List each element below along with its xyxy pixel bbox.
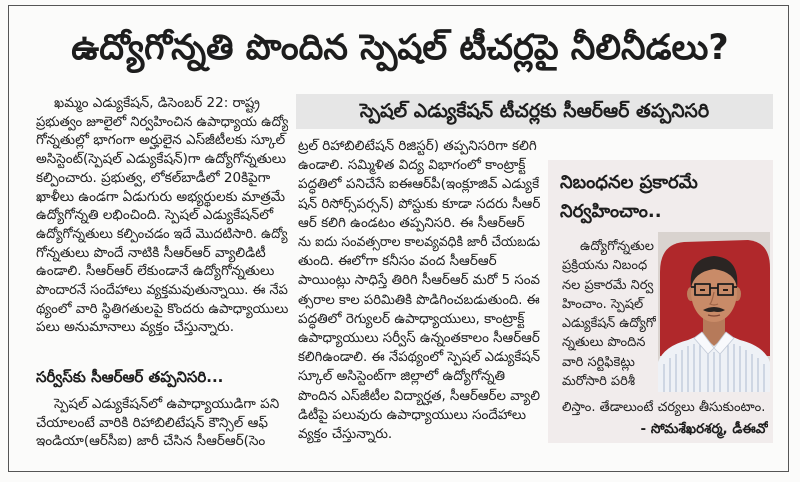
column-1-text-line: పలు అనుమానాలు వ్యక్తం చేస్తున్నారు. [36, 319, 234, 336]
column-1-text-line: ఖాళీలు ఉండగా ఏడుగురు అభ్యర్థులకు మాత్రమే [36, 188, 286, 205]
sidebar-quote-line: ఉద్యోగోన్నతుల [580, 239, 654, 254]
column-2-text-line: షన్ రిసోర్స్‌పర్సన్) పోస్టుకు కూడా సదరు సీఆర్ [298, 195, 540, 212]
sidebar-quote-line: హించాం. స్పెషల్ [562, 296, 644, 312]
column-2-text-line: పద్ధతిలో రెగ్యులర్ ఉపాధ్యాయులు, కాంట్రాక్ట్ [298, 310, 525, 327]
column-1-text-line: అసిస్టెంట్(స్పెషల్ ఎడ్యుకేషన్)గా ఉద్యోగోన్నతులు [36, 151, 287, 168]
column-1-lead [36, 94, 288, 340]
sidebar-quote-line: ఎడ్యుకేషన్ ఉద్యోగో [562, 316, 656, 332]
column-1-section-body [36, 395, 288, 453]
sidebar-quote-line: ప్రక్రియను నిబంధ [562, 258, 648, 274]
headline [30, 20, 770, 76]
column-1-text-line: ప్రభుత్వం జూలైలో నిర్వహించిన ఉపాధ్యాయ ఉద్యో [36, 113, 288, 130]
sidebar-title [560, 168, 765, 228]
sidebar-quote-line: వారి సర్టిఫికెట్లు [562, 354, 635, 370]
column-1-text-line: ఉండాలి. సీఆర్ఆర్ లేకుండానే ఉద్యోగోన్నతులు [36, 263, 275, 280]
sidebar-quote-line: నల ప్రకారమే నిర్వ [562, 277, 654, 293]
column-2-text-line: ట్రల్ రిహాబిలిటేషన్ రిజిస్టర్) తప్పనిసరిగా కలిగి [298, 138, 537, 154]
column-2-text-line: ఉండాలి. సమ్మిళిత విద్య విభాగంలో కాంట్రాక్ట్ [298, 157, 526, 174]
column-2-text-line: తుంది. ఈలోగా కనీసం వంద సీఆర్ఆర్ [298, 253, 497, 270]
column-1-text-line: పొందారనే సందేహాలు వ్యక్తమవుతున్నాయి. ఈ నేప [36, 282, 288, 299]
headline-text: ఉద్యోగోన్నతి పొందిన స్పెషల్ టీచర్లపై నీలినీడలు? [71, 28, 729, 68]
column-2-text-line: పాయింట్లు సాధిస్తే తిరిగి సీఆర్ఆర్ మరో 5 సంవ [298, 272, 540, 289]
column-2-text-line: డిటీపై పలువురు ఉపాధ్యాయులు సందేహాలు [298, 406, 527, 423]
subheadline-box [296, 94, 773, 129]
column-1-text-line: ఉద్యోగోన్నతులు కల్పించడం ఇదే మొదటిసారి. ఉద్యో [36, 225, 288, 242]
column-2-text-line: వ్యక్తం చేస్తున్నారు. [298, 426, 393, 443]
sidebar-box [548, 160, 773, 443]
column-1-section-heading [36, 365, 288, 390]
sidebar-quote-end [562, 398, 768, 418]
column-2-text-line: పొందిన ఎస్‌జీటీల విద్యార్హత, సీఆర్ఆర్‌ల వ్యాలి [298, 387, 540, 404]
column-1-text-line: గోన్నతులు పొందే నాటికి సీఆర్ఆర్ వ్యాలిడిటీ [36, 244, 266, 261]
column-1-text-line: చేయాలంటే వారికి రిహాబిలిటేషన్ కౌన్సిల్ ఆఫ్ [36, 414, 268, 431]
section-heading-text: సర్వీస్‌కు సీఆర్ఆర్ తప్పనిసరి... [36, 368, 224, 386]
column-1-text-line: కల్పించారు. ప్రభుత్వ, లోకల్‌బాడీలో 20కిపైగా [36, 169, 271, 186]
column-1-text-line: ఉద్యోగోన్నతి లభించింది. స్పెషల్ ఎడ్యుకేషన్‌లో [36, 207, 274, 224]
column-2-text-line: ను ఐదు సంవత్సరాల కాలవ్యవధికి జారీ చేయబడు [298, 234, 540, 251]
sidebar-quote-line: మరోసారి పరిశీ [562, 374, 636, 390]
column-2-text-line: త్సరాల కాల పరిమితికి పొడిగించబడుతుంది. ఈ [298, 291, 540, 308]
column-2-text-line: ఆర్ కలిగి ఉండటం తప్పనిసరి. ఈ సీఆర్ఆర్ [298, 214, 525, 231]
sidebar-quote-line: లిస్తాం. తేడాలుంటే చర్యలు తీసుకుంటాం. [562, 400, 766, 415]
column-2-text-line: కలిగిఉండాలి. ఈ నేపథ్యంలో స్పెషల్ ఎడ్యుకేషన్ [298, 349, 540, 366]
attribution-text: - సోమశేఖరశర్మ, డీఈవో [640, 420, 768, 437]
column-2-text-line: స్కూల్ అసిస్టెంట్‌గా జిల్లాలో ఉద్యోగోన్నతి [298, 368, 506, 385]
sidebar-title-line: నిర్వహించాం.. [560, 201, 662, 222]
column-1-text-line: గోన్నతుల్లో భాగంగా అర్హులైన ఎస్‌జీటీలకు స్కూల్ [36, 132, 286, 149]
column-2-text-line: ఉపాధ్యాయులు సర్వీస్ ఉన్నంతకాలం సీఆర్ఆర్ [298, 330, 540, 347]
column-1-text-line: థ్యంలో వారి స్థితిగతులపై కొందరు ఉపాధ్యాయులు [36, 300, 288, 317]
sidebar-quote-line: న్నతులు పొందిన [562, 335, 646, 351]
subheadline-text: స్పెషల్ ఎడ్యుకేషన్ టీచర్లకు సీఆర్ఆర్ తప్పనిసరి [359, 100, 710, 122]
sidebar-title-line: నిబంధనల ప్రకారమే [560, 172, 698, 193]
column-1-text-line: ఖమ్మం ఎడ్యుకేషన్, డిసెంబర్ 22: రాష్ట్ర [54, 95, 260, 111]
sidebar-attribution [562, 420, 768, 440]
column-2 [298, 137, 540, 447]
portrait-photo [658, 232, 770, 392]
sidebar-quote [562, 237, 656, 393]
portrait-illustration [658, 232, 770, 392]
column-2-text-line: పద్ధతిలో పనిచేసే ఐఈఆర్‌పీ(ఇంక్లూజివ్ ఎడ్యుకే [298, 176, 540, 193]
column-1-text-line: ఇండియా(ఆర్‌సీఐ) జారీ చేసిన సీఆర్ఆర్(సెం [36, 433, 266, 450]
column-1-text-line: స్పెషల్ ఎడ్యుకేషన్‌లో ఉపాధ్యాయుడిగా పని [54, 396, 280, 412]
